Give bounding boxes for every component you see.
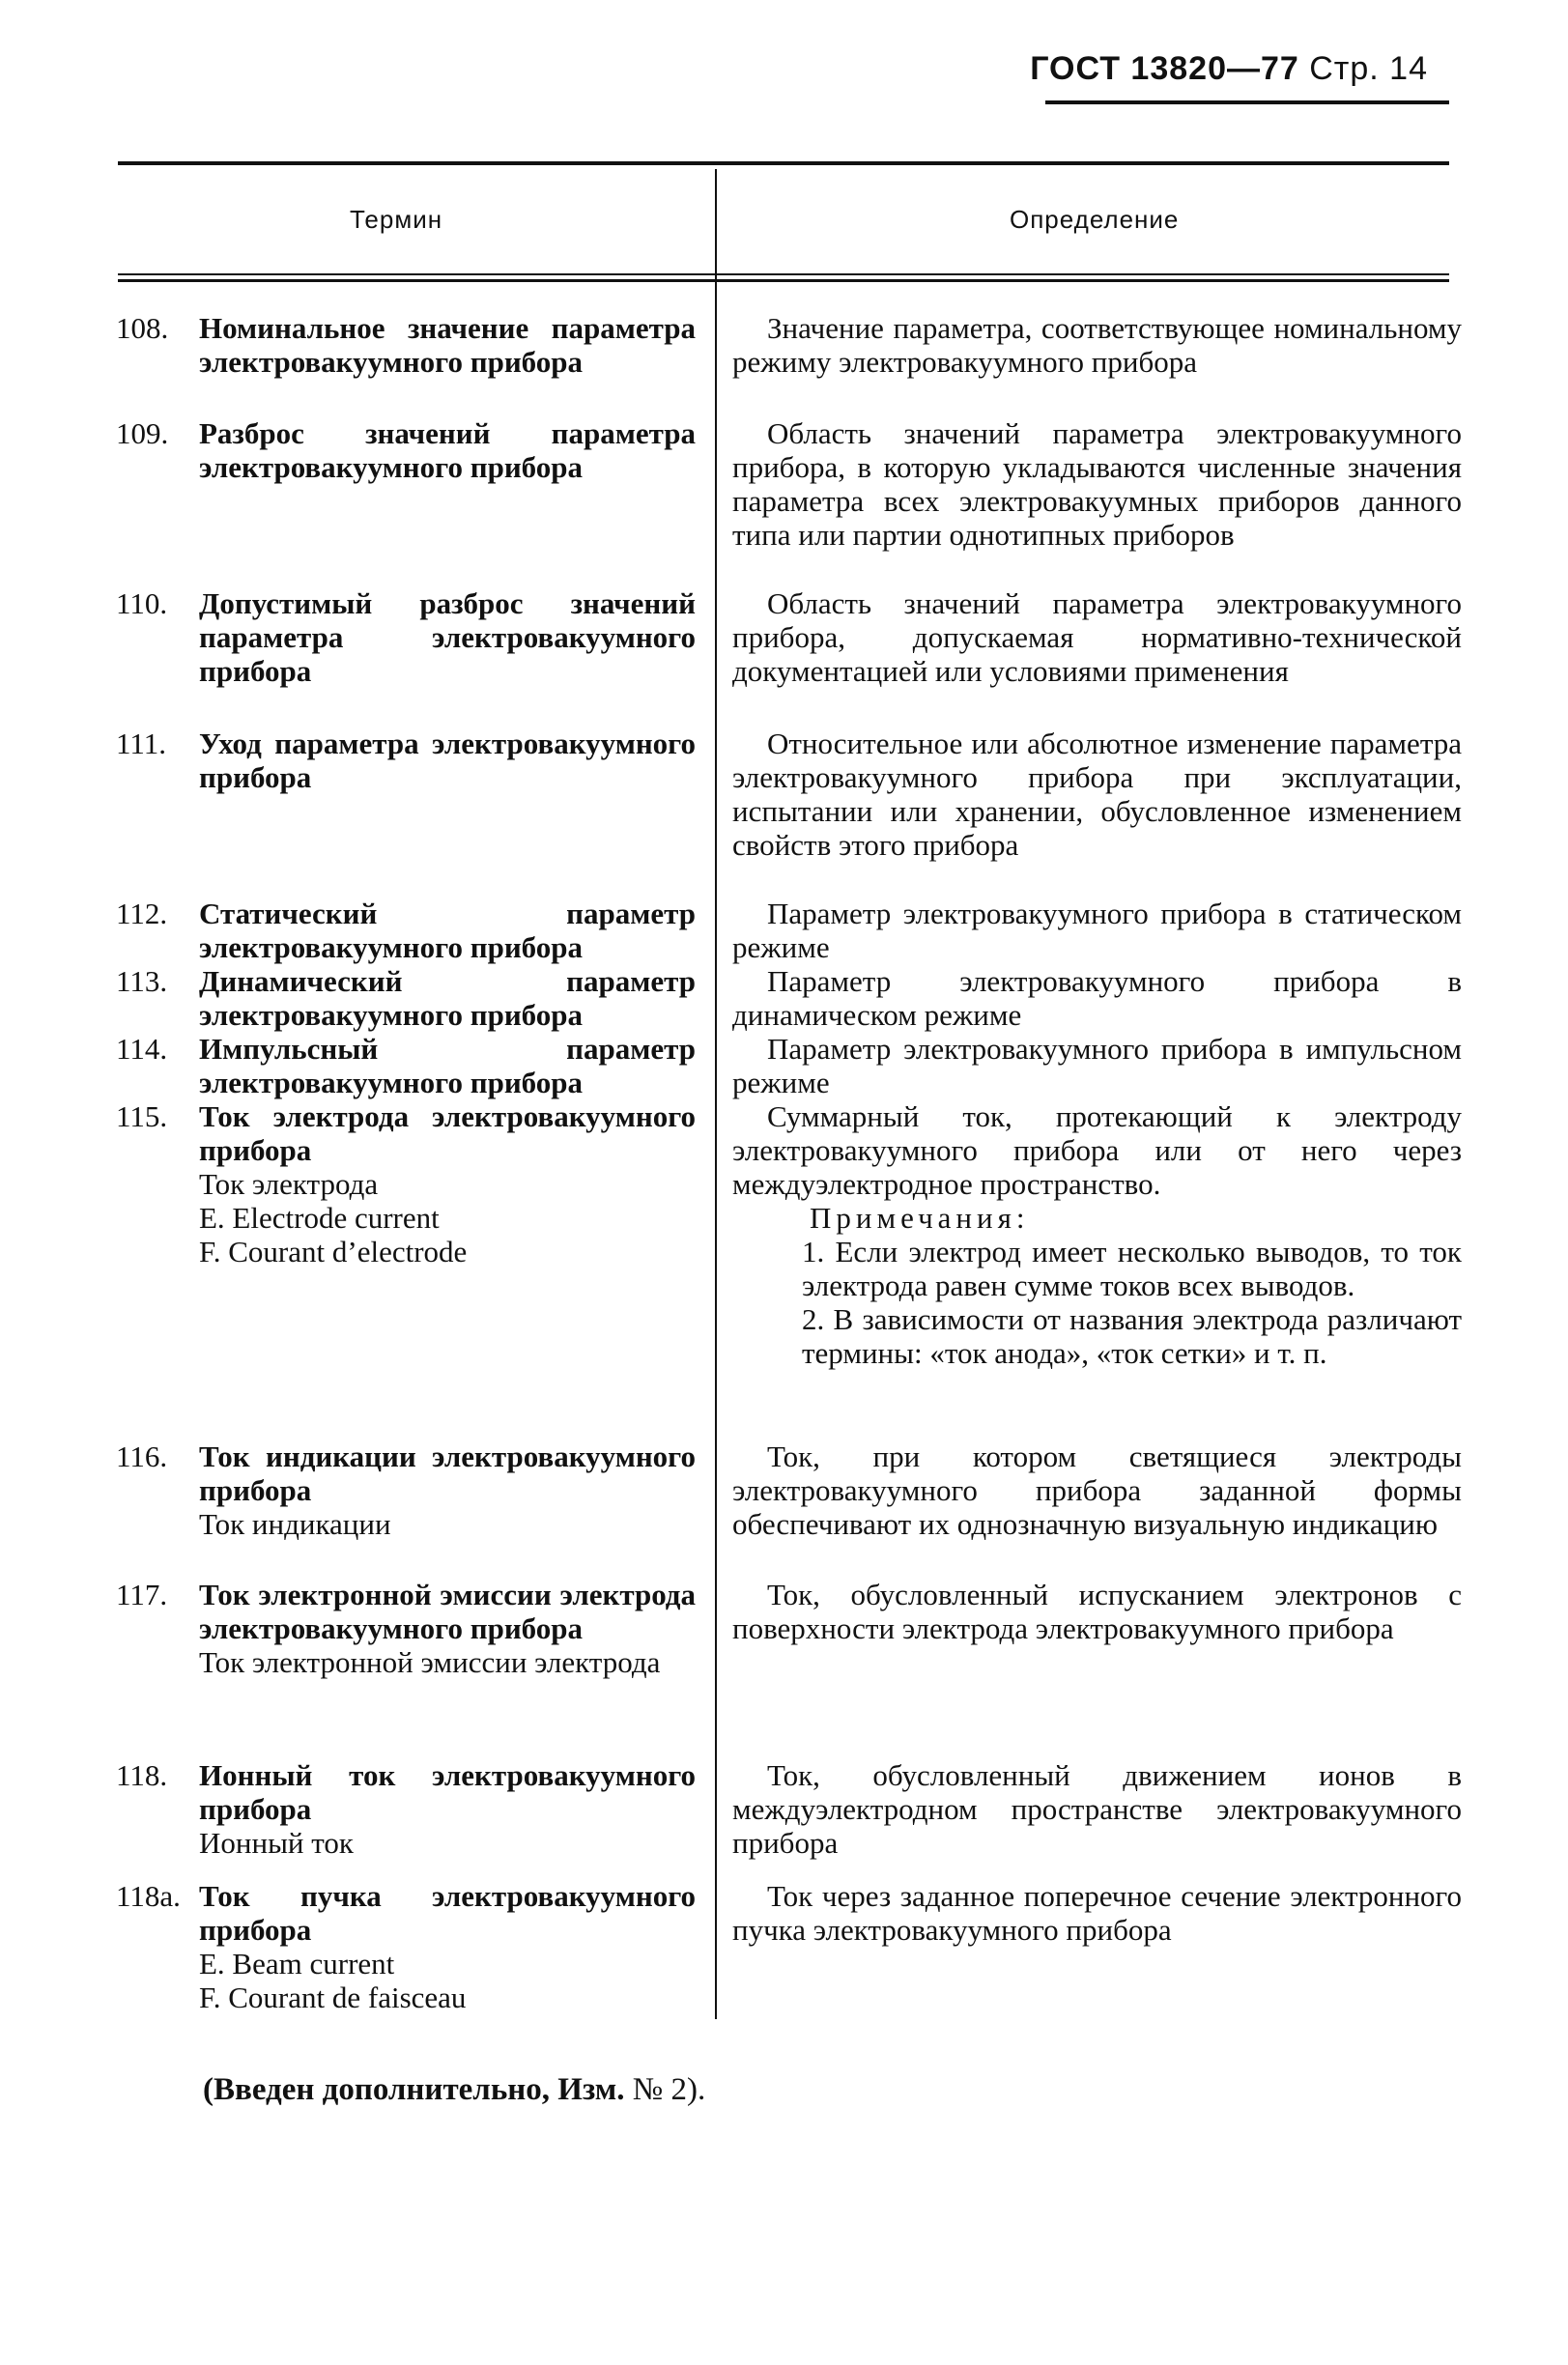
term-text: Уход параметра электровакуумного прибора <box>199 727 696 794</box>
definition-text: Область значений параметра электровакуумного прибора, допускаемая нормативно-технической документацией или условиями применения <box>732 586 1462 688</box>
definition-text: Параметр электровакуумного прибора в импульсном режиме <box>732 1032 1462 1099</box>
amendment-bold: (Введен дополнительно, Изм. <box>203 2072 625 2107</box>
definition-text: Область значений параметра электровакуумного прибора, в которую укладываются численные значения параметра всех электровакуумных приборов данного типа или партии однотипных приборов <box>732 416 1462 552</box>
term-english: E. Electrode current <box>199 1201 440 1235</box>
term-text: Разброс значений параметра электровакуумного прибора <box>199 416 696 484</box>
header-rule <box>1045 100 1449 104</box>
definition-text: Относительное или абсолютное изменение параметра электровакуумного прибора при эксплуатации, испытании или хранении, обусловленное изменением свойств этого прибора <box>732 727 1462 862</box>
term-number: 118а. <box>116 1879 181 1913</box>
definition-text: Ток, при котором светящиеся электроды электровакуумного прибора заданной формы обеспечивают их однозначную визуальную индикацию <box>732 1439 1462 1541</box>
definition-text: Параметр электровакуумного прибора в динамическом режиме <box>732 964 1462 1032</box>
term-number: 109. <box>116 416 169 450</box>
definition-112 <box>732 897 1462 964</box>
term-number: 118. <box>116 1758 168 1792</box>
page-number: Стр. 14 <box>1309 50 1428 87</box>
term-number: 113. <box>116 964 168 998</box>
term-text: Ток электронной эмиссии электрода электровакуумного прибора <box>199 1578 696 1645</box>
page-header <box>1030 50 1428 88</box>
term-number: 112. <box>116 897 168 930</box>
term-text: Допустимый разброс значений параметра электровакуумного прибора <box>199 586 696 688</box>
definition-116 <box>732 1439 1462 1541</box>
definition-118a <box>732 1879 1462 1947</box>
definition-text: Параметр электровакуумного прибора в статическом режиме <box>732 897 1462 964</box>
term-short-form: Ток индикации <box>199 1507 391 1541</box>
term-108 <box>116 311 696 379</box>
term-number: 117. <box>116 1578 168 1611</box>
term-text: Ток электрода электровакуумного прибора <box>199 1099 696 1167</box>
term-text: Ток пучка электровакуумного прибора <box>199 1879 696 1947</box>
definition-110 <box>732 586 1462 688</box>
amendment-number: № 2). <box>632 2072 706 2107</box>
term-short-form: Ток электронной эмиссии электрода <box>199 1645 661 1679</box>
term-text: Ток индикации электровакуумного прибора <box>199 1439 696 1507</box>
definition-115 <box>732 1099 1462 1370</box>
column-header-definition: Определение <box>1010 205 1180 234</box>
term-109 <box>116 416 696 484</box>
term-short-form: Ионный ток <box>199 1826 354 1860</box>
standard-number: ГОСТ 13820—77 <box>1030 50 1299 87</box>
term-text: Ионный ток электровакуумного прибора <box>199 1758 696 1826</box>
definition-114 <box>732 1032 1462 1099</box>
definition-text: Значение параметра, соответствующее номинальному режиму электровакуумного прибора <box>732 311 1462 379</box>
term-118 <box>116 1758 696 1860</box>
term-114 <box>116 1032 696 1099</box>
table-head-rule-double <box>118 279 1449 282</box>
column-divider <box>715 169 717 2019</box>
term-117 <box>116 1578 696 1679</box>
term-english: E. Beam current <box>199 1947 395 1980</box>
note-2: 2. В зависимости от названия электрода различают термины: «ток анода», «ток сетки» и т. п. <box>802 1302 1462 1370</box>
term-french: F. Courant d’electrode <box>199 1235 468 1268</box>
term-text: Динамический параметр электровакуумного прибора <box>199 964 696 1032</box>
column-header-term: Термин <box>350 205 443 234</box>
definition-113 <box>732 964 1462 1032</box>
term-110 <box>116 586 696 688</box>
notes-title: Примечания: <box>810 1201 1030 1235</box>
term-112 <box>116 897 696 964</box>
definition-text: Суммарный ток, протекающий к электроду электровакуумного прибора или от него через междуэлектродное пространство. <box>732 1099 1462 1201</box>
term-number: 110. <box>116 586 168 620</box>
definition-109 <box>732 416 1462 552</box>
definition-118 <box>732 1758 1462 1860</box>
term-number: 114. <box>116 1032 168 1066</box>
term-118a <box>116 1879 696 2014</box>
term-text: Номинальное значение параметра электровакуумного прибора <box>199 311 696 379</box>
term-number: 108. <box>116 311 169 345</box>
definition-117 <box>732 1578 1462 1645</box>
table-top-rule <box>118 161 1449 165</box>
term-116 <box>116 1439 696 1541</box>
term-short-form: Ток электрода <box>199 1167 379 1201</box>
table-head-rule <box>118 273 1449 275</box>
amendment-note <box>203 2072 705 2108</box>
term-number: 111. <box>116 727 166 760</box>
term-french: F. Courant de faisceau <box>199 1980 467 2014</box>
term-115 <box>116 1099 696 1268</box>
definition-text: Ток через заданное поперечное сечение электронного пучка электровакуумного прибора <box>732 1879 1462 1947</box>
term-113 <box>116 964 696 1032</box>
note-1: 1. Если электрод имеет несколько выводов, то ток электрода равен сумме токов всех выводов. <box>802 1235 1462 1302</box>
definition-108 <box>732 311 1462 379</box>
term-number: 115. <box>116 1099 168 1133</box>
term-number: 116. <box>116 1439 168 1473</box>
term-text: Импульсный параметр электровакуумного прибора <box>199 1032 696 1099</box>
term-text: Статический параметр электровакуумного прибора <box>199 897 696 964</box>
definition-text: Ток, обусловленный испусканием электронов с поверхности электрода электровакуумного прибора <box>732 1578 1462 1645</box>
definition-111 <box>732 727 1462 862</box>
definition-text: Ток, обусловленный движением ионов в междуэлектродном пространстве электровакуумного прибора <box>732 1758 1462 1860</box>
term-111 <box>116 727 696 794</box>
